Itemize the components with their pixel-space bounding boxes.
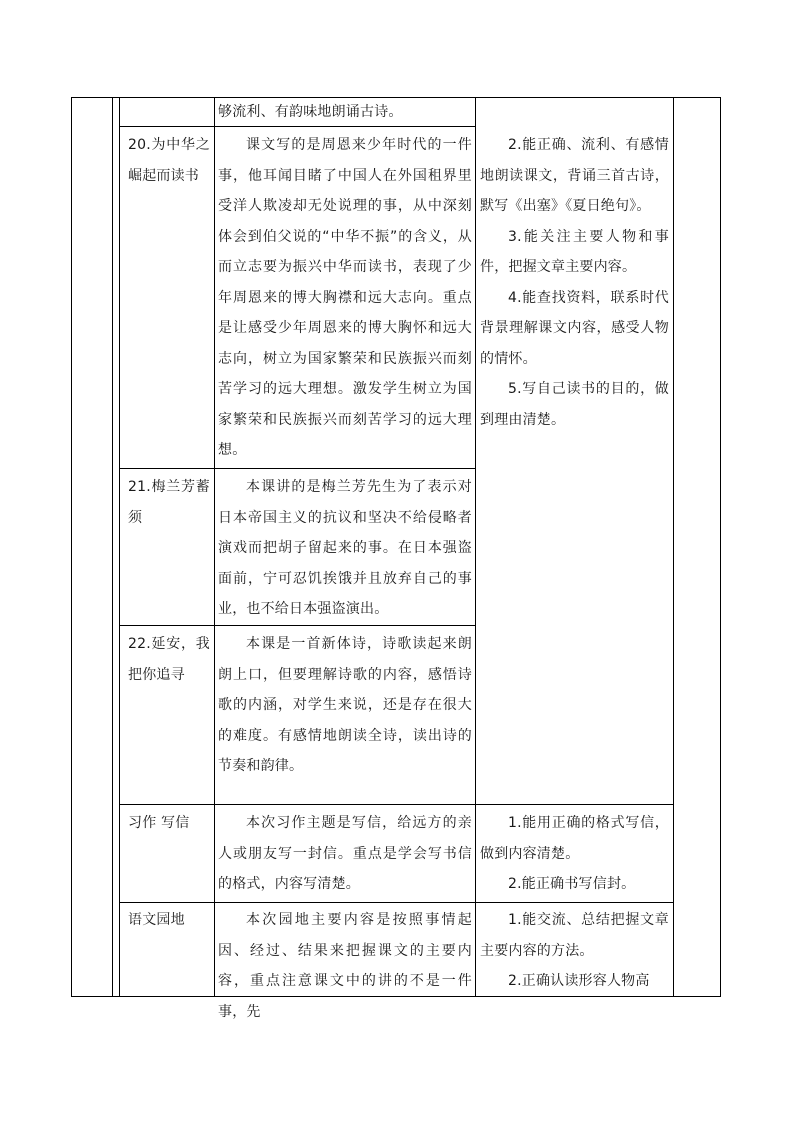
row-divider	[119, 468, 475, 469]
lesson-content-cell	[218, 905, 472, 1027]
goal-item: 4.能查找资料，联系时代背景理解课文内容，感受人物的情怀。	[480, 289, 669, 367]
table-divider	[119, 97, 120, 997]
table-divider	[673, 97, 674, 997]
table-divider	[214, 97, 215, 997]
lesson-content-cell	[218, 472, 472, 625]
goal-item: 2.能正确书写信封。	[508, 876, 636, 892]
row-divider	[119, 902, 674, 903]
row-divider	[119, 804, 674, 805]
table-divider	[112, 97, 113, 997]
lesson-content-cell	[218, 629, 472, 782]
lesson-title-cell	[128, 629, 210, 690]
lesson-content-text: 课文写的是周恩来少年时代的一件事，他耳闻目睹了中国人在外国租界里受洋人欺凌却无处说理的事，从中深刻体会到伯父说的“中华不振”的含义，从而立志要为振兴中华而读书，表现了少年周恩来的博大胸襟和远大志向。重点是让感受少年周恩来的博大胸怀和远大志向，树立为国家繁荣和民族振兴而刻苦学习的远大理想。激发学生树立为国家繁荣和民族振兴而刻苦学习的远大理想。	[218, 137, 472, 458]
goals-cell-writing	[480, 808, 669, 900]
goals-cell-unit	[480, 130, 669, 435]
table-border-left	[71, 97, 72, 997]
lesson-title-cell	[128, 808, 210, 839]
lesson-title: 20.为中华之崛起而读书	[128, 137, 210, 184]
lesson-title-cell	[128, 472, 210, 533]
lesson-title: 习作 写信	[128, 815, 190, 831]
lesson-content-text: 本课讲的是梅兰芳先生为了表示对日本帝国主义的抗议和坚决不给侵略者演戏而把胡子留起来的事。在日本强盗面前，宁可忍饥挨饿并且放弃自己的事业，也不给日本强盗演出。	[218, 479, 472, 617]
goal-item: 1.能用正确的格式写信，做到内容清楚。	[480, 815, 669, 862]
goal-item: 1.能交流、总结把握文章主要内容的方法。	[480, 912, 669, 959]
lesson-content-text: 够流利、有韵味地朗诵古诗。	[218, 104, 403, 120]
lesson-content-text: 本次园地主要内容是按照事情起因、经过、结果来把握课文的主要内容，重点注意课文中的讲的不是一件事，先	[218, 912, 472, 1020]
lesson-title: 22.延安，我把你追寻	[128, 636, 210, 683]
lesson-content-cell	[218, 130, 472, 466]
lesson-content-text: 本次习作主题是写信，给远方的亲人或朋友写一封信。重点是学会写书信的格式，内容写清楚。	[218, 815, 472, 892]
lesson-content-cell	[218, 97, 472, 128]
table-divider	[475, 97, 476, 997]
lesson-title: 21.梅兰芳蓄须	[128, 479, 210, 526]
lesson-content-cell	[218, 808, 472, 900]
goal-item: 2.正确认读形容人物高	[508, 973, 650, 989]
table-border-right	[720, 97, 721, 997]
goals-cell-garden	[480, 905, 669, 997]
goal-item: 2.能正确、流利、有感情地朗读课文，背诵三首古诗，默写《出塞》《夏日绝句》。	[480, 137, 669, 214]
lesson-title: 语文园地	[128, 912, 185, 928]
goal-item: 3.能关注主要人物和事件，把握文章主要内容。	[480, 228, 669, 275]
row-divider	[119, 625, 475, 626]
lesson-title-cell	[128, 905, 210, 936]
lesson-title-cell	[128, 130, 210, 191]
lesson-content-text: 本课是一首新体诗，诗歌读起来朗朗上口，但要理解诗歌的内容，感悟诗歌的内涵，对学生来说，还是存在很大的难度。有感情地朗读全诗，读出诗的节奏和韵律。	[218, 636, 472, 774]
goal-item: 5.写自己读书的目的，做到理由清楚。	[480, 381, 669, 428]
